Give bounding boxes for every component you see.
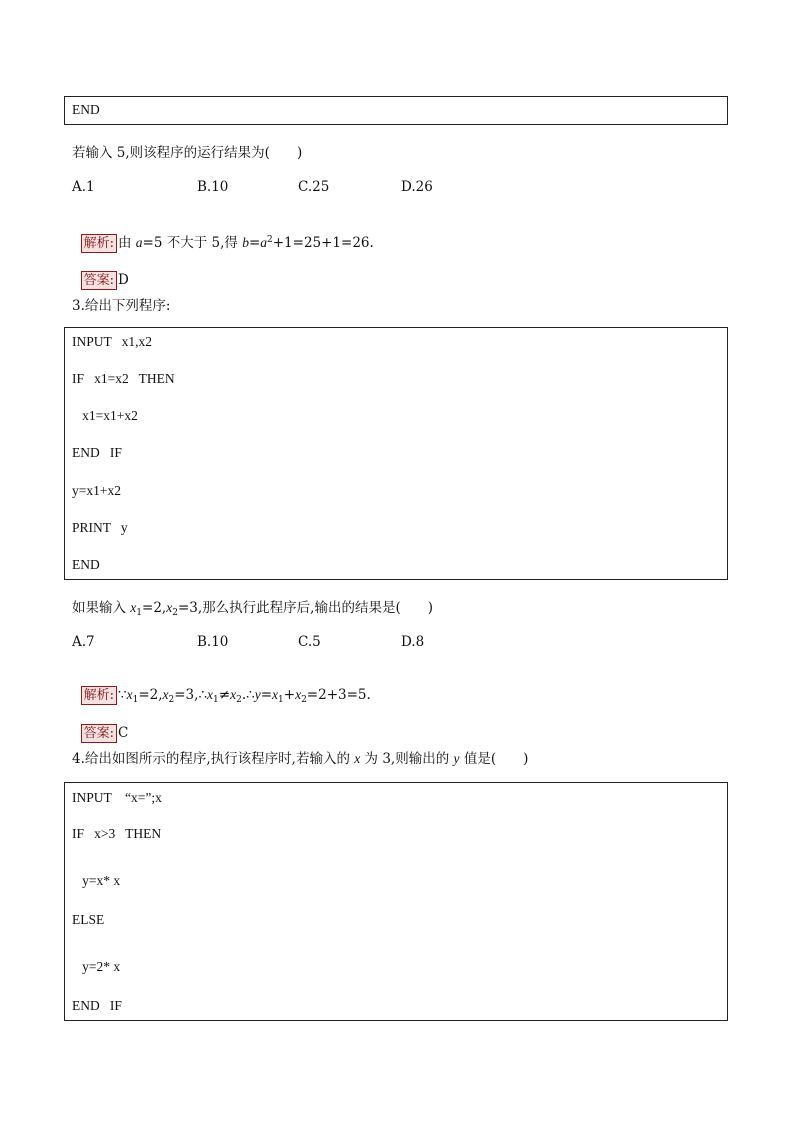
question-3-answer: [72, 708, 128, 743]
question-3-text: 如果输入 $x_1=2,x_2=3$,那么执行此程序后,输出的结果是( ): [72, 600, 433, 618]
question-2-answer: [72, 255, 129, 290]
code-box-end: [64, 96, 728, 125]
code-line: ELSE: [72, 912, 105, 927]
code-line: y=x1+x2: [72, 483, 121, 498]
option-d: D.26: [401, 179, 433, 195]
option-c: C.25: [298, 179, 330, 195]
question-2-text: 若输入 5,则该程序的运行结果为( ): [72, 145, 303, 161]
option-a: A.7: [72, 634, 95, 650]
question-2-analysis: 解析: 由 a=5 不大于 5,得 $b=a^2+1=25+1=26$.: [72, 215, 374, 253]
analysis-prefix: 由: [117, 235, 136, 251]
question-4-text: 4.给出如图所示的程序,执行该程序时,若输入的 x 为 3,则输出的 y 值是( ): [72, 751, 529, 767]
option-b: B.10: [197, 179, 229, 195]
option-a: A.1: [72, 179, 95, 195]
code-line: PRINT y: [72, 520, 128, 535]
code-line: INPUT x1,x2: [72, 334, 153, 349]
option-b: B.10: [197, 634, 229, 650]
code-line: END: [72, 102, 100, 117]
code-line: IF x1=x2 THEN: [72, 371, 175, 386]
code-line: INPUT “x=”;x: [72, 790, 162, 805]
code-line: END IF: [72, 998, 122, 1013]
code-line: y=2* x: [72, 959, 121, 974]
code-box-q4: [64, 782, 728, 1021]
answer-tag: 答案:: [81, 271, 117, 290]
analysis-tag: 解析:: [81, 234, 117, 253]
analysis-tag: 解析:: [81, 686, 117, 705]
code-line: END: [72, 557, 100, 572]
code-line: y=x* x: [72, 873, 121, 888]
answer-value: C: [117, 725, 129, 741]
code-box-q3: [64, 327, 728, 580]
code-line: END IF: [72, 445, 122, 460]
option-d: D.8: [401, 634, 425, 650]
answer-value: D: [117, 272, 129, 288]
code-line: IF x>3 THEN: [72, 826, 162, 841]
code-line: x1=x1+x2: [72, 408, 138, 423]
answer-tag: 答案:: [81, 724, 117, 743]
option-c: C.5: [298, 634, 321, 650]
question-3-intro: 3.给出下列程序:: [72, 298, 171, 314]
question-3-analysis: 解析: $\because x_1=2,x_2=3,\therefore x_1\ne x_2.\therefore y=x_1+x_2=2+3=5$.: [72, 670, 371, 705]
